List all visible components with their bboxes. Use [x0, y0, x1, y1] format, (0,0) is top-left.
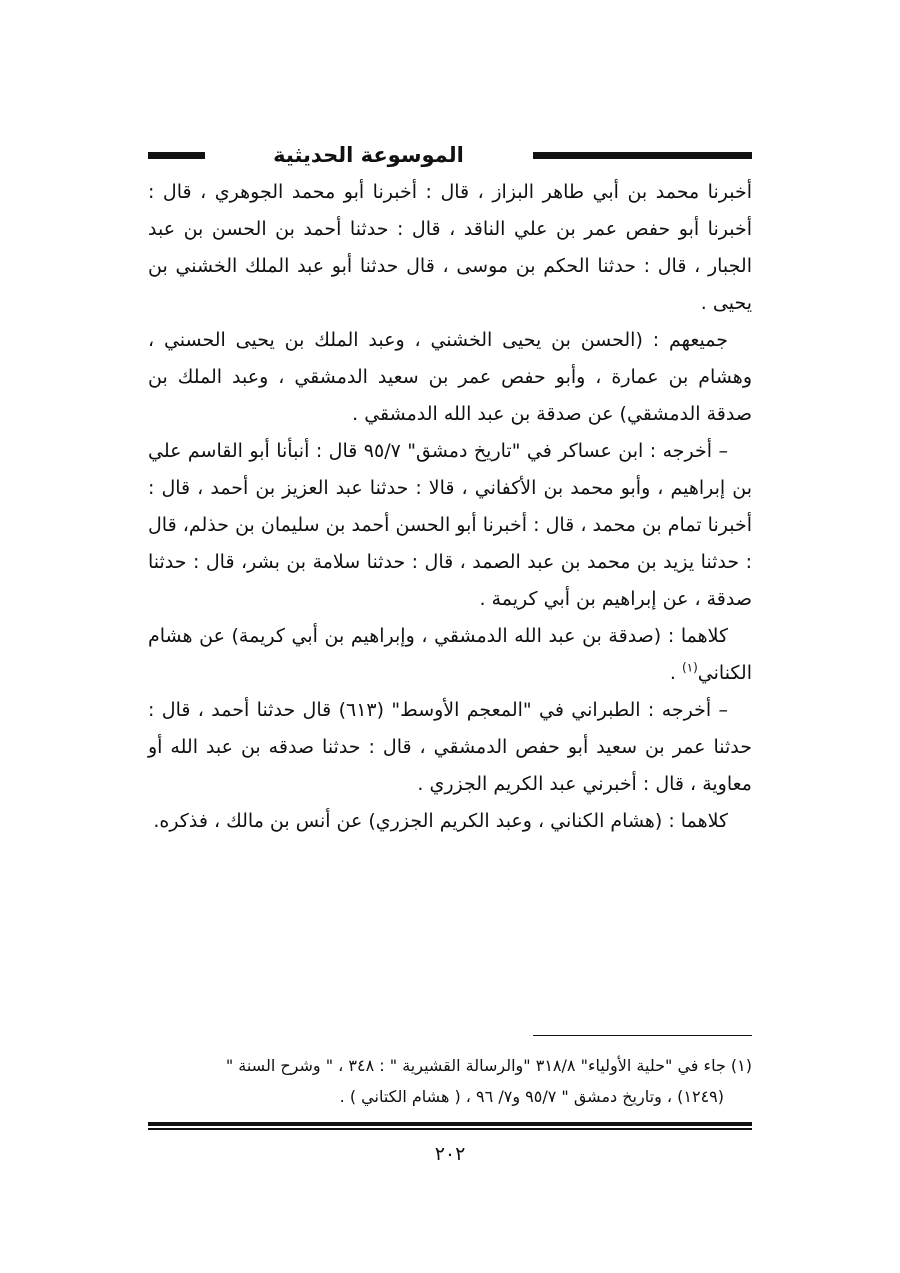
paragraph: أخبرنا محمد بن أبي طاهر البزاز ، قال : أخبرنا أبو محمد الجوهري ، قال : أخبرنا أبو حفص عمر بن علي الناقد ، قال : حدثنا أحمد بن الحسن بن عبد الجبار ، قال : حدثنا الحكم بن موسى ، قال حدثنا أبو عبد الملك الخشني بن يحيى .	[148, 181, 752, 314]
main-text	[148, 174, 752, 840]
paragraph-text: كلاهما : (صدقة بن عبد الله الدمشقي ، وإبراهيم بن أبي كريمة) عن هشام الكناني	[148, 625, 752, 684]
footnote-separator	[533, 1035, 752, 1036]
page-header	[148, 138, 752, 174]
paragraph: – أخرجه : ابن عساكر في "تاريخ دمشق" ٩٥/٧ قال : أنبأنا أبو القاسم علي بن إبراهيم ، وأبو محمد بن الأكفاني ، قالا : حدثنا عبد العزيز بن أحمد ، قال : أخبرنا تمام بن محمد ، قال : أخبرنا أبو الحسن أحمد بن سليمان بن حذلم، قال : حدثنا يزيد بن محمد بن عبد الصمد ، قال : حدثنا سلامة بن بشر، قال : حدثنا صدقة ، عن إبراهيم بن أبي كريمة .	[148, 440, 752, 610]
footnotes	[148, 1050, 752, 1112]
paragraph-tail: .	[669, 662, 682, 684]
running-title: الموسوعة الحديثية	[273, 143, 464, 167]
paragraph	[148, 618, 752, 692]
footer-rule-thin	[148, 1128, 752, 1130]
header-rule-left	[148, 152, 205, 159]
footnote-line: (١) جاء في "حلية الأولياء" ٣١٨/٨ "والرسالة القشيرية " : ٣٤٨ ، " وشرح السنة "	[225, 1056, 752, 1075]
paragraph: – أخرجه : الطبراني في "المعجم الأوسط" (٦١٣) قال حدثنا أحمد ، قال : حدثنا عمر بن سعيد أبو حفص الدمشقي ، قال : حدثنا صدقه بن عبد الله أو معاوية ، قال : أخبرني عبد الكريم الجزري .	[148, 699, 752, 795]
paragraph: جميعهم : (الحسن بن يحيى الخشني ، وعبد الملك بن يحيى الحسني ، وهشام بن عمارة ، وأبو حفص عمر بن سعيد الدمشقي ، وعبد الملك بن صدقة الدمشقي) عن صدقة بن عبد الله الدمشقي .	[148, 329, 752, 425]
footer-rule-thick	[148, 1122, 752, 1126]
page-number: ٢٠٢	[434, 1143, 466, 1165]
footnote-line: (١٢٤٩) ، وتاريخ دمشق " ٩٥/٧ و٧/ ٩٦ ، ( هشام الكتاني ) .	[339, 1087, 724, 1106]
header-rule-right	[533, 152, 752, 159]
footnote-reference[interactable]: (١)	[681, 660, 698, 675]
paragraph: كلاهما : (هشام الكناني ، وعبد الكريم الجزري) عن أنس بن مالك ، فذكره.	[153, 810, 728, 832]
